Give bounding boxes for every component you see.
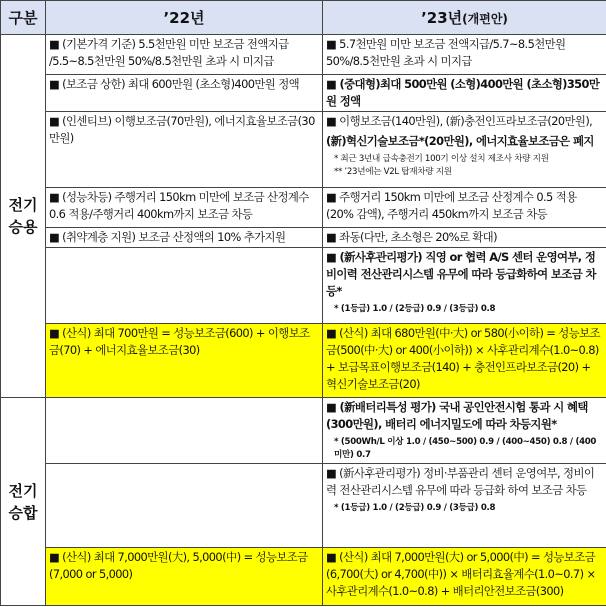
section-ev-van: 전기 승합 [1, 398, 46, 606]
row-incentive [1, 112, 606, 188]
cell-battery-23 [323, 398, 606, 464]
row-performance [1, 188, 606, 228]
row-vulnerable [1, 228, 606, 248]
cell-vuln-23: ■ 좌동(다만, 초소형은 20%로 확대) [323, 228, 606, 248]
cell-formula-car-22: ■ (산식) 최대 700만원 = 성능보조금(600) + 이행보조금(70) + 에너지효율보조금(30) [46, 324, 323, 398]
row-aftersvc-car [1, 248, 606, 324]
cell-aftersvc-car-22 [46, 248, 323, 324]
row-formula-car [1, 324, 606, 398]
cell-formula-van-23: ■ (산식) 최대 7,000만원(大) or 5,000(中) = 성능보조금(6,700(大) or 4,700(中)) × 배터리효율계수(1.0~0.7) × 사후관리계수(1.0~0.8) + 배터리안전보조금(300) [323, 548, 606, 606]
row-battery [1, 398, 606, 464]
cell-perf-23: ■ 주행거리 150km 미만에 보조금 산정계수 0.5 적용 (20% 감액), 주행거리 450km까지 보조금 차등 [323, 188, 606, 228]
cell-incentive-22: ■ (인센티브) 이행보조금(70만원), 에너지효율보조금(30만원) [46, 112, 323, 188]
cell-base-price-22: ■ (기본가격 기준) 5.5천만원 미만 보조금 전액지급 /5.5~8.5천만원 50%/8.5천만원 초과 시 미지급 [46, 35, 323, 75]
battery-text: ■ (新배터리특성 평가) 국내 공인안전시험 통과 시 혜택(300만원), 배터리 에너지밀도에 따라 차등지원* [326, 400, 588, 431]
incentive-23-line2: (新)혁신기술보조금*(20만원), 에너지효율보조금은 폐지 [326, 134, 594, 148]
row-aftersvc-van [1, 464, 606, 548]
aftersvc-car-note: * (1등급) 1.0 / (2등급) 0.9 / (3등급) 0.8 [334, 304, 496, 314]
header-2022: ’22년 [46, 1, 323, 35]
incentive-note-1: * 최근 3년내 급속충전기 100기 이상 설치 제조사 차량 지원 [334, 154, 549, 164]
battery-note: * (500Wh/L 이상 1.0 / (450~500) 0.9 / (400~450) 0.8 / (400 미만) 0.7 [334, 437, 597, 460]
row-base-price [1, 35, 606, 75]
aftersvc-car-text: ■ (新사후관리평가) 직영 or 협력 A/S 센터 운영여부, 정비이력 전산관리시스템 유무에 따라 등급화하여 보조금 차등* [326, 250, 596, 298]
aftersvc-van-note: * (1등급) 1.0 / (2등급) 0.9 / (3등급) 0.8 [334, 503, 496, 513]
incentive-23-line1: ■ 이행보조금(140만원), (新)충전인프라보조금(20만원), [326, 114, 593, 128]
cell-base-price-23: ■ 5.7천만원 미만 보조금 전액지급/5.7~8.5천만원 50%/8.5천만원 초과 시 미지급 [323, 35, 606, 75]
header-category: 구분 [1, 1, 46, 35]
row-cap [1, 75, 606, 112]
aftersvc-van-text: ■ (新사후관리평가) 정비·부품관리 센터 운영여부, 정비이력 전산관리시스템 유무에 따라 등급화 하여 보조금 차등 [326, 466, 595, 497]
header-2023: ’23년(개편안) [323, 1, 606, 35]
cell-vuln-22: ■ (취약계층 지원) 보조금 산정액의 10% 추가지원 [46, 228, 323, 248]
row-formula-van [1, 548, 606, 606]
cell-incentive-23 [323, 112, 606, 188]
cell-aftersvc-car-23 [323, 248, 606, 324]
cell-cap-22: ■ (보조금 상한) 최대 600만원 (초소형)400만원 정액 [46, 75, 323, 112]
cell-aftersvc-van-23 [323, 464, 606, 548]
incentive-note-2: ** ’23년에는 V2L 탑재차량 지원 [334, 167, 452, 177]
header-row [1, 1, 606, 35]
cell-battery-22 [46, 398, 323, 464]
cell-cap-23: ■ (중대형)최대 500만원 (소형)400만원 (초소형)350만원 정액 [323, 75, 606, 112]
cell-formula-van-22: ■ (산식) 최대 7,000만원(大), 5,000(中) = 성능보조금(7,000 or 5,000) [46, 548, 323, 606]
cell-perf-22: ■ (성능차등) 주행거리 150km 미만에 보조금 산정계수 0.6 적용/주행거리 400km까지 보조금 차등 [46, 188, 323, 228]
section-ev-car: 전기 승용 [1, 35, 46, 398]
cell-aftersvc-van-22 [46, 464, 323, 548]
cell-formula-car-23: ■ (산식) 최대 680만원(中·大) or 580(小이하) = 성능보조금(500(中·大) or 400(小이하)) × 사후관리계수(1.0~0.8) + 보급목표이행보조금(140) + 충전인프라보조금(20) + 혁신기술보조금(20) [323, 324, 606, 398]
